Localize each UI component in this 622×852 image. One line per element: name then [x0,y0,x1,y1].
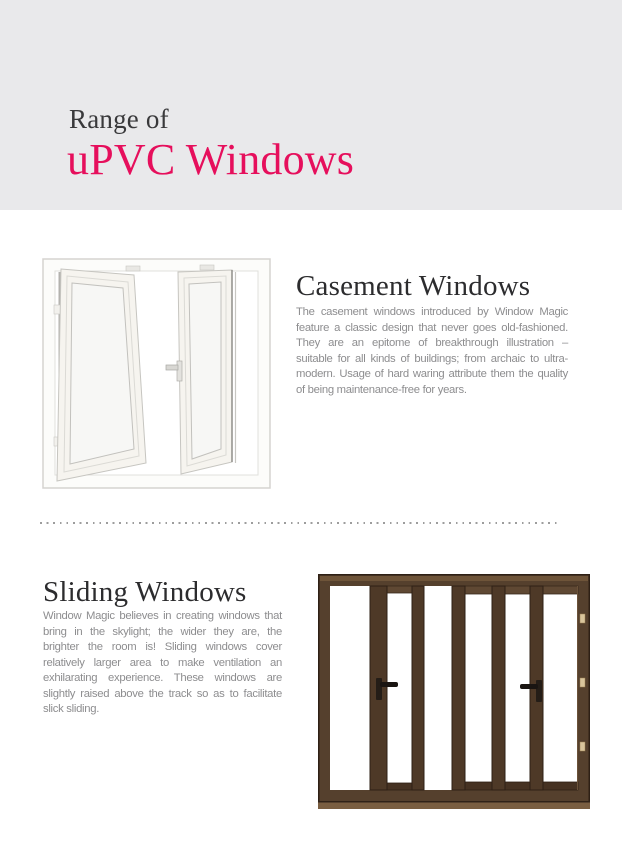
dotted-divider [40,522,557,524]
header-band [0,0,622,210]
casement-body: The casement windows introduced by Window Magic feature a classic design that never goes old-fashioned. They are an epitome of breakthrough illustration – suitable for all kinds of buildings; from archaic to ultra-modern. Usage of hard waring attribute them the quality of being maintenance-free for years. [296,306,568,396]
casement-window-image [42,258,271,489]
casement-heading: Casement Windows [296,270,531,302]
sliding-heading: Sliding Windows [43,576,247,608]
sliding-window-image [318,574,590,809]
page-title: uPVC Windows [67,135,355,184]
header-eyebrow: Range of [69,104,169,134]
sliding-body: Window Magic believes in creating windows that bring in the skylight; the wider they are, the brighter the room is! Sliding windows cover relatively larger area to make ventilation an exhilarating experience. These windows are slightly raised above the track so as to facilitate slick sliding. [43,610,282,715]
